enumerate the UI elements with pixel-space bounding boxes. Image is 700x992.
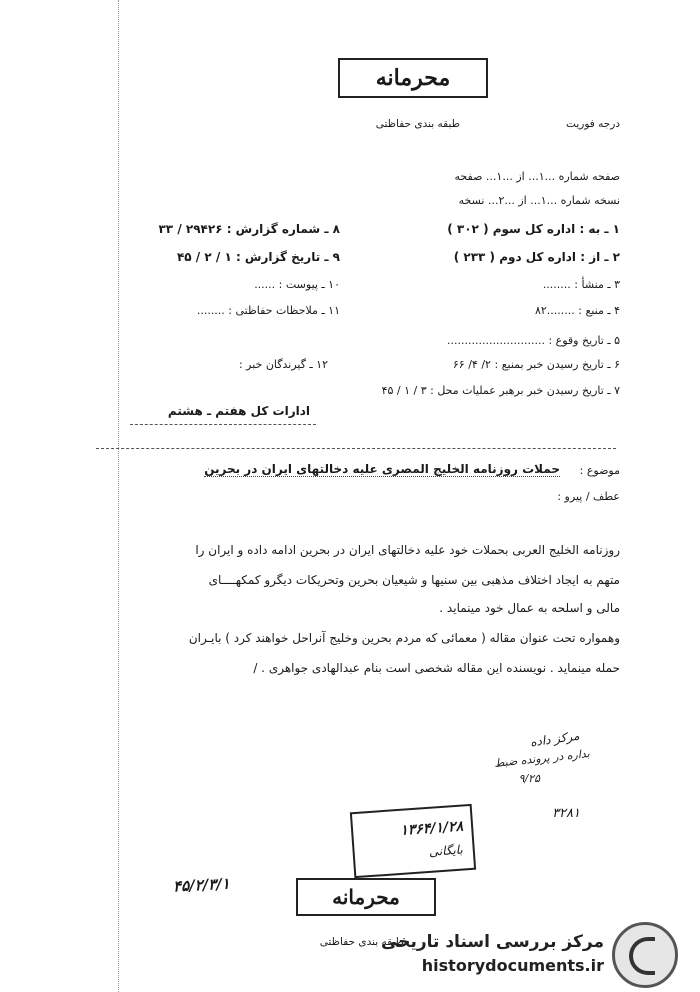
urgency-label: درجه فوریت (566, 118, 620, 130)
field-report-date: ۹ ـ تاریخ گزارش : ۱ / ۲ / ۴۵ (176, 250, 340, 264)
classification-label-bottom: طبقه بندی حفاظتی (319, 936, 404, 948)
body-line-3: مالی و اسلحه به عمال خود مینماید . (439, 601, 620, 615)
registration-stamp-note: بایگانی (428, 842, 464, 859)
page-number: صفحه شماره ...۱... از ...۱... صفحه (454, 170, 620, 183)
field-to: ۱ ـ به : اداره کل سوم ( ۳۰۲ ) (447, 222, 620, 236)
field-received-date: ۶ ـ تاریخ رسیدن خبر بمنبع : ۲/ ۴/ ۶۶ (452, 358, 620, 371)
margin-line (118, 0, 119, 992)
handwritten-note-4: ۳۲۸۱ (552, 806, 580, 821)
section-divider (96, 448, 616, 449)
field-origin: ۳ ـ منشأ : ........ (542, 278, 620, 291)
classification-stamp-top: محرمانه (338, 58, 488, 98)
classification-stamp-bottom: محرمانه (296, 878, 436, 916)
field-event-date: ۵ ـ تاریخ وقوع : ............................ (447, 334, 620, 347)
classification-label-top: طبقه بندی حفاظتی (375, 118, 460, 130)
field-from: ۲ ـ از : اداره کل دوم ( ۲۳۳ ) (453, 250, 620, 264)
subject-value: حملات روزنامه الخلیج المصری علیه دخالتهای ایران در بحرین (204, 462, 560, 476)
registration-stamp-date: ۱۳۶۴/۱/۲۸ (399, 818, 464, 839)
body-line-5: حمله مینماید . نویسنده این مقاله شخصی است بنام عبدالهادی جواهری . / (253, 661, 620, 675)
handwritten-note-3: ۹/۲۵ (518, 772, 540, 785)
registration-stamp (350, 804, 476, 878)
reference-label: عطف / پیرو : (557, 490, 620, 503)
field-security-notes: ۱۱ ـ ملاحظات حفاظتی : ........ (196, 304, 340, 317)
field-report-number: ۸ ـ شماره گزارش : ۲۹۴۲۶ / ۳۳ (158, 222, 340, 236)
recipients-rule (130, 424, 316, 425)
field-recipients-value: ادارات کل هفتم ـ هشتم (167, 404, 310, 418)
field-recipients-label: ۱۲ ـ گیرندگان خبر : (238, 358, 328, 371)
handwritten-note-2: بداره در پرونده ضبط (493, 747, 591, 770)
footer-date-stamp: ۴۵/۲/۳/۱ (172, 874, 231, 896)
field-ops-date: ۷ ـ تاریخ رسیدن خبر برهبر عملیات محل : ۳ / ۱ / ۴۵ (381, 384, 620, 397)
handwritten-note-1: مرکز داده (529, 728, 581, 750)
watermark-title: مرکز بررسی اسناد تاریخی (381, 932, 604, 952)
field-source: ۴ ـ منبع : ........۸۲ (534, 304, 620, 317)
watermark-url[interactable]: historydocuments.ir (421, 956, 604, 975)
copy-number: نسخه شماره ...۱... از ...۲... نسخه (458, 194, 620, 207)
archive-logo-icon (612, 922, 678, 988)
subject-label: موضوع : (579, 464, 620, 477)
body-line-1: روزنامه الخلیج العربی بحملات خود علیه دخالتهای ایران در بحرین ادامه داده و ایران را (195, 543, 620, 557)
field-attachment: ۱۰ ـ پیوست : ...... (254, 278, 340, 291)
body-line-4: وهمواره تحت عنوان مقاله ( معمائی که مردم بحرین وخلیج آنراحل خواهند کرد ) بایـران (188, 631, 620, 645)
body-line-2: متهم به ایجاد اختلاف مذهبی بین سنیها و شیعیان بحرین وتحریکات دیگرو کمکهــــای (208, 573, 620, 587)
